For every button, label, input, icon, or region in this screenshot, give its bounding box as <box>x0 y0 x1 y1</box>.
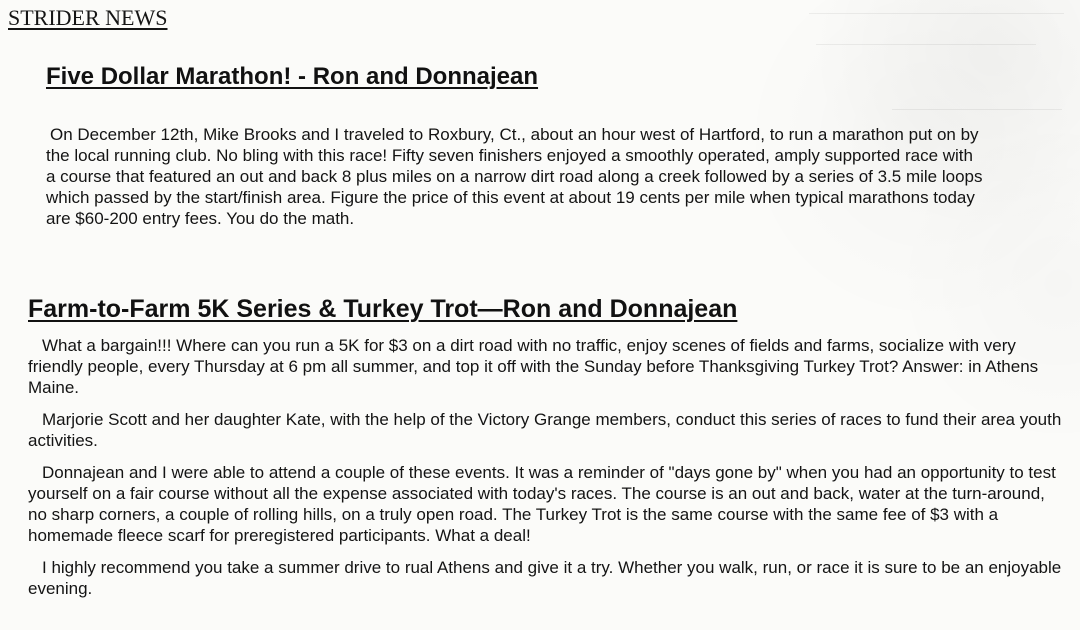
article-body-five-dollar-marathon <box>46 107 986 246</box>
article-paragraph: Donnajean and I were able to attend a couple of these events. It was a reminder of "days gone by" when you had an opportunity to test yourself on a fair course without all the expense associated with today's races. The course is an out and back, water at the turn-around, no sharp corners, a couple of rolling hills, on a truly open road. The Turkey Trot is the same course with the same fee of $3 with a homemade fleece scarf for preregistered participants. What a deal! <box>28 463 1056 545</box>
article-body-farm-to-farm-5k <box>28 335 1063 610</box>
scan-artifact <box>816 44 1036 45</box>
article-paragraph: Marjorie Scott and her daughter Kate, with the help of the Victory Grange members, conduct this series of races to fund their area youth activities. <box>28 410 1062 450</box>
newsletter-masthead: STRIDER NEWS <box>8 5 168 30</box>
article-title-farm-to-farm-5k: Farm-to-Farm 5K Series & Turkey Trot—Ron and Donnajean <box>28 295 738 323</box>
article-paragraph: I highly recommend you take a summer drive to rual Athens and give it a try. Whether you walk, run, or race it is sure to be an enjoyable evening. <box>28 558 1062 598</box>
scan-artifact <box>809 13 1064 14</box>
article-paragraph: On December 12th, Mike Brooks and I traveled to Roxbury, Ct., about an hour west of Hartford, to run a marathon put on by the local running club. No bling with this race! Fifty seven finishers enjoyed a smoothly operated, amply supported race with a course that featured an out and back 8 plus miles on a narrow dirt road along a creek followed by a series of 3.5 mile loops which passed by the start/finish area. Figure the price of this event at about 19 cents per mile when typical marathons today are $60-200 entry fees. You do the math. <box>46 125 983 228</box>
article-paragraph: What a bargain!!! Where can you run a 5K for $3 on a dirt road with no traffic, enjoy scenes of fields and farms, socialize with very friendly people, every Thursday at 6 pm all summer, and top it off with the Sunday before Thanksgiving Turkey Trot? Answer: in Athens Maine. <box>28 336 1039 397</box>
article-title-five-dollar-marathon: Five Dollar Marathon! - Ron and Donnajean <box>46 63 539 90</box>
